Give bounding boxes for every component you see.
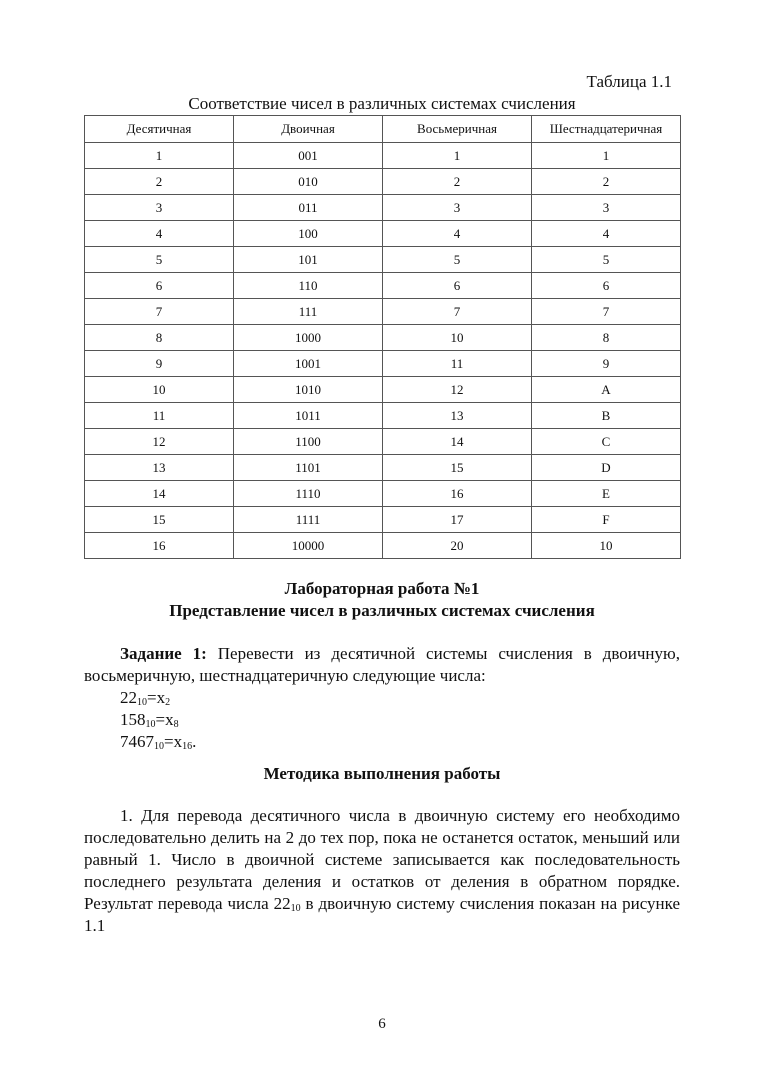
table-cell: 8 [532, 325, 681, 351]
table-row [85, 507, 681, 533]
formula-base: 10 [154, 741, 164, 752]
table-cell: 13 [85, 455, 234, 481]
table-cell: 17 [383, 507, 532, 533]
formula-list [84, 687, 680, 753]
formula-target: 16 [182, 741, 193, 752]
table-cell: 5 [85, 247, 234, 273]
table-row [85, 195, 681, 221]
table-cell: 2 [383, 169, 532, 195]
formula-target: 8 [173, 719, 179, 730]
table-cell: 001 [234, 143, 383, 169]
table-row [85, 299, 681, 325]
table-row [85, 143, 681, 169]
table-cell: 1000 [234, 325, 383, 351]
table-cell: 2 [532, 169, 681, 195]
table-cell: 4 [85, 221, 234, 247]
formula [84, 709, 680, 731]
table-cell: 101 [234, 247, 383, 273]
formula-eq: =x [155, 710, 174, 729]
table-cell: 2 [85, 169, 234, 195]
table-cell: A [532, 377, 681, 403]
table-cell: 4 [532, 221, 681, 247]
table-cell: 14 [85, 481, 234, 507]
method-subscript: 10 [290, 903, 301, 914]
table-cell: 12 [383, 377, 532, 403]
lab-title-line2: Представление чисел в различных системах счисления [169, 601, 595, 620]
task-block [84, 643, 680, 753]
formula-num: 22 [120, 688, 137, 707]
table-row [85, 247, 681, 273]
table-cell: 110 [234, 273, 383, 299]
formula [84, 731, 680, 753]
table-cell: 11 [85, 403, 234, 429]
table-cell: C [532, 429, 681, 455]
header-decimal: Десятичная [85, 116, 234, 143]
table-label: Таблица 1.1 [586, 72, 672, 91]
table-cell: 10000 [234, 533, 383, 559]
table-cell: 1110 [234, 481, 383, 507]
table-cell: B [532, 403, 681, 429]
table-cell: 011 [234, 195, 383, 221]
table-row [85, 533, 681, 559]
table-cell: 111 [234, 299, 383, 325]
table-row [85, 377, 681, 403]
task-text: Перевести из десятичной системы счисления в двоичную, восьмеричную, шестнадцатеричную следующие числа: [84, 644, 680, 685]
header-hex: Шестнадцатеричная [532, 116, 681, 143]
table-cell: 7 [85, 299, 234, 325]
table-cell: 16 [85, 533, 234, 559]
table-row [85, 429, 681, 455]
lab-title-line1: Лабораторная работа №1 [284, 579, 480, 598]
table-row [85, 481, 681, 507]
table-cell: 010 [234, 169, 383, 195]
table-cell: 14 [383, 429, 532, 455]
page-number: 6 [378, 1016, 386, 1032]
table-cell: D [532, 455, 681, 481]
table-cell: 100 [234, 221, 383, 247]
table-row [85, 221, 681, 247]
table-cell: 16 [383, 481, 532, 507]
table-cell: 9 [85, 351, 234, 377]
task-label: Задание 1: [120, 644, 207, 663]
formula-eq: =x [164, 732, 183, 751]
table-cell: 13 [383, 403, 532, 429]
table-row [85, 273, 681, 299]
method-text-after: в двоичную систему счисления показан на рисунке 1.1 [84, 894, 680, 935]
table-cell: 1001 [234, 351, 383, 377]
number-systems-table [84, 115, 681, 559]
table-cell: 5 [383, 247, 532, 273]
table-cell: 3 [532, 195, 681, 221]
formula-eq: =x [147, 688, 166, 707]
method-text-before: 1. Для перевода десятичного числа в двоичную систему его необходимо последовательно делить на 2 до тех пор, пока не останется остаток, меньший или равный 1. Число в двоичной системе записывается как последовательность последнего результата деления и остатков от деления в обратном порядке. Результат перевода числа 22 [84, 806, 680, 913]
task-paragraph [84, 643, 680, 687]
table-caption: Соответствие чисел в различных системах счисления [188, 94, 576, 113]
table-cell: 7 [383, 299, 532, 325]
table-cell: 1 [383, 143, 532, 169]
table-cell: 1011 [234, 403, 383, 429]
method-title: Методика выполнения работы [263, 764, 501, 783]
formula-base: 10 [137, 697, 147, 708]
header-octal: Восьмеричная [383, 116, 532, 143]
table-row [85, 455, 681, 481]
table-cell: 10 [532, 533, 681, 559]
table-cell: 6 [532, 273, 681, 299]
table-row [85, 325, 681, 351]
table-cell: F [532, 507, 681, 533]
lab-title [84, 578, 680, 622]
header-binary: Двоичная [234, 116, 383, 143]
table-cell: 15 [383, 455, 532, 481]
table-cell: 3 [85, 195, 234, 221]
table-cell: 1 [85, 143, 234, 169]
table-cell: 1010 [234, 377, 383, 403]
formula-tail: . [192, 732, 197, 751]
table-cell: 10 [85, 377, 234, 403]
table-cell: 12 [85, 429, 234, 455]
table-cell: 10 [383, 325, 532, 351]
table-cell: 1101 [234, 455, 383, 481]
table-cell: 7 [532, 299, 681, 325]
formula-num: 7467 [120, 732, 154, 751]
formula [84, 687, 680, 709]
table-cell: 4 [383, 221, 532, 247]
table-cell: E [532, 481, 681, 507]
table-row [85, 403, 681, 429]
table-cell: 5 [532, 247, 681, 273]
table-cell: 3 [383, 195, 532, 221]
table-cell: 6 [383, 273, 532, 299]
table-cell: 20 [383, 533, 532, 559]
table-cell: 1100 [234, 429, 383, 455]
table-header-row [85, 116, 681, 143]
table-cell: 9 [532, 351, 681, 377]
table-row [85, 169, 681, 195]
table-row [85, 351, 681, 377]
table-cell: 1 [532, 143, 681, 169]
method-paragraph [84, 805, 680, 937]
formula-num: 158 [120, 710, 146, 729]
table-cell: 1111 [234, 507, 383, 533]
table-cell: 8 [85, 325, 234, 351]
formula-base: 10 [145, 719, 156, 730]
formula-target: 2 [165, 697, 171, 708]
table-cell: 11 [383, 351, 532, 377]
table-cell: 6 [85, 273, 234, 299]
table-cell: 15 [85, 507, 234, 533]
